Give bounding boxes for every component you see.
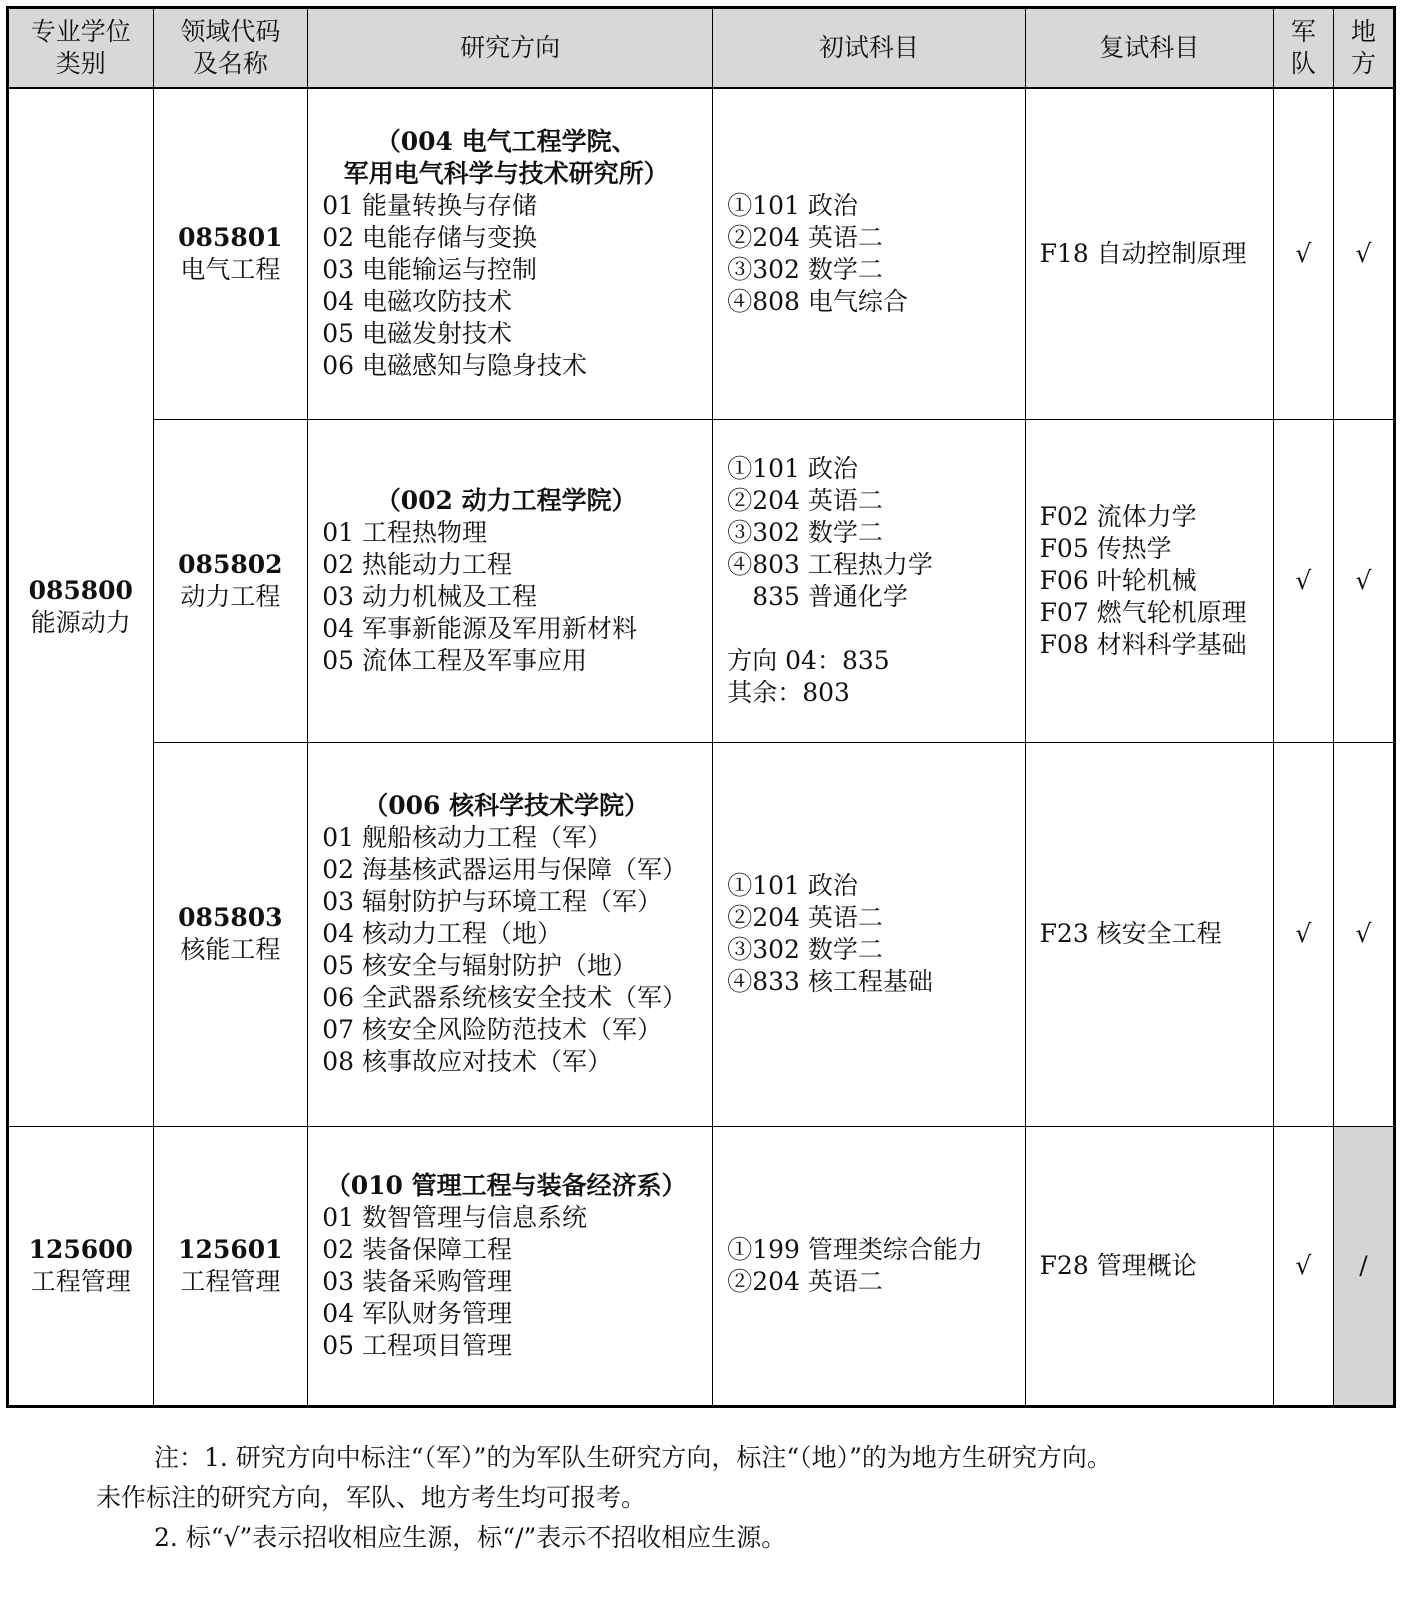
retest-subject: F28 管理概论: [1039, 1250, 1197, 1280]
army-mark: √: [1273, 419, 1333, 742]
department-name: 军用电气科学与技术研究所）: [343, 158, 669, 188]
initial-exam-cell: [713, 742, 1025, 1126]
direction-item: 03 电能输运与控制: [322, 254, 537, 284]
direction-item: 06 电磁感知与隐身技术: [322, 350, 587, 380]
header-category: 专业学位 类别: [8, 8, 154, 89]
category-code: 125600: [28, 1234, 133, 1264]
admissions-table: [6, 6, 1396, 1408]
retest-exam-cell: [1025, 419, 1273, 742]
direction-item: 05 电磁发射技术: [322, 318, 512, 348]
direction-cell: [308, 742, 713, 1126]
category-cell: [8, 88, 154, 1126]
table-row: [8, 88, 1395, 419]
header-retest-exam: 复试科目: [1025, 8, 1273, 89]
initial-exam-cell: [713, 1126, 1025, 1406]
exam-note: 方向 04：835: [727, 645, 890, 675]
exam-subject: ③302 数学二: [727, 517, 883, 547]
initial-exam-cell: [713, 419, 1025, 742]
exam-subject: ②204 英语二: [727, 1266, 883, 1296]
exam-subject: ④808 电气综合: [727, 286, 908, 316]
retest-exam-cell: [1025, 88, 1273, 419]
retest-subject: F06 叶轮机械: [1039, 565, 1197, 595]
direction-item: 01 数智管理与信息系统: [322, 1202, 587, 1232]
initial-exam-cell: [713, 88, 1025, 419]
direction-item: 02 装备保障工程: [322, 1234, 512, 1264]
direction-cell: [308, 88, 713, 419]
exam-subject: ③302 数学二: [727, 254, 883, 284]
table-row: [8, 419, 1395, 742]
exam-subject: ③302 数学二: [727, 935, 883, 964]
direction-item: 04 军事新能源及军用新材料: [322, 613, 637, 643]
table-row: [8, 742, 1395, 1126]
field-name: 核能工程: [180, 935, 281, 964]
field-name: 动力工程: [180, 581, 281, 611]
direction-item: 05 核安全与辐射防护（地）: [322, 951, 637, 980]
direction-item: 05 工程项目管理: [322, 1330, 512, 1360]
direction-item: 03 动力机械及工程: [322, 581, 537, 611]
field-code: 085801: [178, 222, 283, 252]
header-local: 地 方: [1333, 8, 1394, 89]
header-row: [8, 8, 1395, 89]
retest-subject: F18 自动控制原理: [1039, 238, 1247, 268]
local-mark: /: [1333, 1126, 1394, 1406]
footnotes: [96, 1438, 1386, 1558]
local-mark: √: [1333, 419, 1394, 742]
field-code: 125601: [178, 1234, 283, 1264]
field-name: 工程管理: [180, 1266, 281, 1296]
retest-subject: F07 燃气轮机原理: [1039, 597, 1247, 627]
note-line: 注：1. 研究方向中标注“（军）”的为军队生研究方向，标注“（地）”的为地方生研究方向。: [154, 1443, 1112, 1472]
exam-note: 其余：803: [727, 677, 850, 707]
direction-item: 02 电能存储与变换: [322, 222, 537, 252]
army-mark: √: [1273, 1126, 1333, 1406]
category-name: 工程管理: [30, 1266, 131, 1296]
category-cell: [8, 1126, 154, 1406]
note-line: 未作标注的研究方向，军队、地方考生均可报考。: [96, 1483, 647, 1512]
direction-item: 04 核动力工程（地）: [322, 919, 562, 948]
department-name: （006 核科学技术学院）: [363, 791, 650, 820]
local-mark: √: [1333, 88, 1394, 419]
direction-item: 02 热能动力工程: [322, 549, 512, 579]
direction-cell: [308, 1126, 713, 1406]
category-code: 085800: [28, 576, 133, 606]
exam-subject: ②204 英语二: [727, 485, 883, 515]
retest-exam-cell: [1025, 1126, 1273, 1406]
exam-subject: ①101 政治: [727, 190, 858, 220]
direction-item: 04 军队财务管理: [322, 1298, 512, 1328]
department-name: （004 电气工程学院、: [375, 126, 637, 156]
table-row: [8, 1126, 1395, 1406]
exam-subject: ④833 核工程基础: [727, 967, 933, 996]
field-cell: [153, 742, 308, 1126]
department-name: （010 管理工程与装备经济系）: [325, 1170, 687, 1200]
header-direction: 研究方向: [308, 8, 713, 89]
direction-item: 07 核安全风险防范技术（军）: [322, 1015, 662, 1044]
army-mark: √: [1273, 88, 1333, 419]
exam-subject: ②204 英语二: [727, 903, 883, 932]
note-line: 2. 标“√”表示招收相应生源，标“/”表示不招收相应生源。: [154, 1523, 787, 1552]
exam-subject: ①101 政治: [727, 453, 858, 483]
retest-exam-cell: [1025, 742, 1273, 1126]
field-cell: [153, 1126, 308, 1406]
header-field: 领域代码 及名称: [153, 8, 308, 89]
army-mark: √: [1273, 742, 1333, 1126]
field-cell: [153, 88, 308, 419]
direction-item: 04 电磁攻防技术: [322, 286, 512, 316]
direction-item: 01 能量转换与存储: [322, 190, 537, 220]
direction-item: 02 海基核武器运用与保障（军）: [322, 855, 687, 884]
field-name: 电气工程: [180, 254, 281, 284]
exam-subject-alt: 835 普通化学: [752, 581, 908, 611]
retest-subject: F05 传热学: [1039, 533, 1172, 563]
direction-item: 08 核事故应对技术（军）: [322, 1047, 612, 1076]
header-army: 军 队: [1273, 8, 1333, 89]
direction-item: 06 全武器系统核安全技术（军）: [322, 983, 687, 1012]
direction-item: 01 工程热物理: [322, 517, 487, 547]
retest-subject: F02 流体力学: [1039, 501, 1197, 531]
retest-subject: F08 材料科学基础: [1039, 629, 1247, 659]
exam-subject: ①199 管理类综合能力: [727, 1234, 983, 1264]
exam-subject: ①101 政治: [727, 871, 858, 900]
local-mark: √: [1333, 742, 1394, 1126]
field-cell: [153, 419, 308, 742]
direction-cell: [308, 419, 713, 742]
field-code: 085802: [178, 549, 283, 579]
exam-subject: ②204 英语二: [727, 222, 883, 252]
direction-item: 01 舰船核动力工程（军）: [322, 823, 612, 852]
direction-item: 03 辐射防护与环境工程（军）: [322, 887, 662, 916]
field-code: 085803: [178, 903, 283, 932]
direction-item: 03 装备采购管理: [322, 1266, 512, 1296]
retest-subject: F23 核安全工程: [1039, 919, 1222, 948]
direction-item: 05 流体工程及军事应用: [322, 645, 587, 675]
category-name: 能源动力: [30, 608, 131, 638]
department-name: （002 动力工程学院）: [375, 485, 637, 515]
exam-subject: ④803 工程热力学: [727, 549, 933, 579]
header-initial-exam: 初试科目: [713, 8, 1025, 89]
